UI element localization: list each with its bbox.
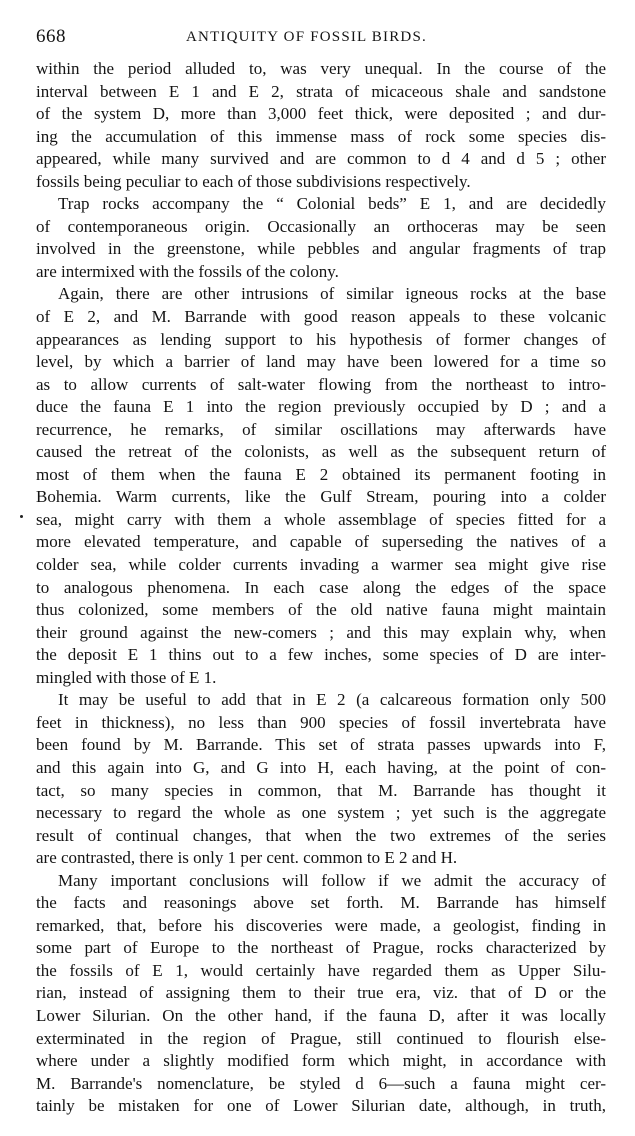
text-line: mingled with those of E 1. [36, 667, 217, 687]
text-line: duce the fauna E 1 into the region previously occupied by D ; and a [36, 397, 606, 417]
text-line: Again, there are other intrusions of similar igneous rocks at the base [58, 284, 606, 304]
text-line: result of continual changes, that when the two extremes of the series [36, 825, 606, 845]
text-line: rian, instead of assigning them to their true era, viz. that of D or the [36, 983, 606, 1003]
text-line: the fossils of E 1, would certainly have regarded them as Upper Silu- [36, 960, 606, 980]
text-line: sea, might carry with them a whole assemblage of species fitted for a [36, 509, 606, 529]
text-line: level, by which a barrier of land may have been lowered for a time so [36, 352, 606, 372]
text-line: feet in thickness), no less than 900 species of fossil invertebrata have [36, 712, 606, 732]
text-line: appearances as lending support to his hypothesis of former changes of [36, 329, 606, 349]
text-line: been found by M. Barrande. This set of strata passes upwards into F, [36, 735, 606, 755]
text-line: the facts and reasonings above set forth. M. Barrande has himself [36, 893, 606, 913]
text-line: are contrasted, there is only 1 per cent. common to E 2 and H. [36, 848, 458, 868]
text-line: Lower Silurian. On the other hand, if the fauna D, after it was locally [36, 1005, 606, 1025]
text-line: It may be useful to add that in E 2 (a calcareous formation only 500 [58, 690, 606, 710]
text-line: where under a slightly modified form which might, in accordance with [36, 1051, 606, 1071]
text-line: within the period alluded to, was very unequal. In the course of the [36, 59, 606, 78]
text-line: of the system D, more than 3,000 feet thick, were deposited ; and dur- [36, 104, 606, 124]
text-line: colder sea, while colder currents invading a warmer sea might give rise [36, 555, 606, 575]
text-line: most of them when the fauna E 2 obtained its permanent footing in [36, 464, 606, 484]
text-line: exterminated in the region of Prague, still continued to flourish else- [36, 1028, 606, 1048]
text-line: ing the accumulation of this immense mass of rock some species dis- [36, 126, 606, 146]
text-line: as to allow currents of salt-water flowing from the northeast to intro- [36, 374, 606, 394]
text-line: interval between E 1 and E 2, strata of micaceous shale and sandstone [36, 81, 606, 101]
text-line: remarked, that, before his discoveries were made, a geologist, finding in [36, 915, 606, 935]
text-line: Trap rocks accompany the “ Colonial beds” E 1, and are decidedly [58, 194, 606, 214]
text-line: recurrence, he remarks, of similar oscillations may afterwards have [36, 419, 606, 439]
text-line: thus colonized, some members of the old native fauna might maintain [36, 600, 606, 620]
text-line: M. Barrande's nomenclature, be styled d 6—such a fauna might cer- [36, 1073, 606, 1093]
text-line: caused the retreat of the colonists, as well as the subsequent return of [36, 442, 606, 462]
text-line: Many important conclusions will follow if we admit the accuracy of [58, 870, 606, 890]
text-line: some part of Europe to the northeast of Prague, rocks characterized by [36, 938, 606, 958]
page-header [36, 26, 605, 54]
text-line: fossils being peculiar to each of those subdivisions respectively. [36, 171, 471, 191]
text-line: and this again into G, and G into H, each having, at the point of con- [36, 757, 606, 777]
text-line: necessary to regard the whole as one system ; yet such is the aggregate [36, 803, 606, 823]
text-line: appeared, while many survived and are common to d 4 and d 5 ; other [36, 149, 606, 169]
text-line: involved in the greenstone, while pebbles and angular fragments of trap [36, 239, 606, 259]
ink-speck [20, 515, 23, 518]
text-line: are intermixed with the fossils of the colony. [36, 261, 339, 281]
text-line: tainly be mistaken for one of Lower Silurian date, although, in truth, [36, 1096, 606, 1116]
text-line: their ground against the new-comers ; and this may explain why, when [36, 622, 606, 642]
text-line: the deposit E 1 thins out to a few inches, some species of D are inter- [36, 645, 606, 665]
text-line: tact, so many species in common, that M. Barrande has thought it [36, 780, 606, 800]
running-head: ANTIQUITY OF FOSSIL BIRDS. [186, 29, 427, 45]
text-line: Bohemia. Warm currents, like the Gulf Stream, pouring into a colder [36, 487, 606, 507]
text-line: of E 2, and M. Barrande with good reason appeals to these volcanic [36, 307, 606, 327]
text-line: of contemporaneous origin. Occasionally an orthoceras may be seen [36, 216, 606, 236]
body-text [36, 58, 606, 1118]
text-line: more elevated temperature, and capable of superseding the natives of a [36, 532, 606, 552]
page-number: 668 [36, 26, 66, 47]
text-line: to analogous phenomena. In each case along the edges of the space [36, 577, 606, 597]
